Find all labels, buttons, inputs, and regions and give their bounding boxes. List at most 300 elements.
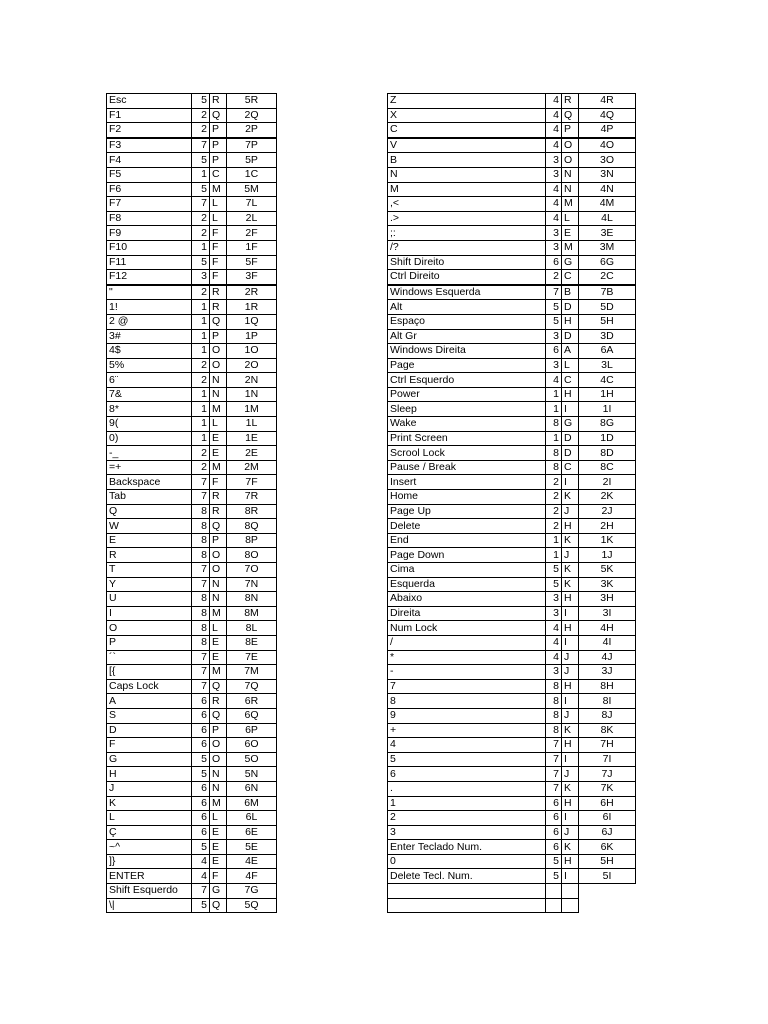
key-name-cell: 7& <box>107 387 192 402</box>
key-name-cell: R <box>107 548 192 563</box>
column-letter-cell: J <box>562 650 579 665</box>
row-number-cell <box>546 898 562 913</box>
key-name-cell: ]} <box>107 854 192 869</box>
code-cell: 2C <box>579 270 636 285</box>
code-cell: 8G <box>579 417 636 432</box>
table-row <box>107 108 277 123</box>
code-cell: 3H <box>579 592 636 607</box>
code-cell: 6O <box>227 738 277 753</box>
row-number-cell: 4 <box>546 123 562 138</box>
row-number-cell: 1 <box>192 314 210 329</box>
column-letter-cell: F <box>210 270 227 285</box>
code-cell: 5H <box>579 314 636 329</box>
code-cell: 2F <box>227 226 277 241</box>
key-name-cell: 0) <box>107 431 192 446</box>
row-number-cell: 2 <box>192 211 210 226</box>
key-name-cell: Page Down <box>388 548 546 563</box>
row-number-cell: 8 <box>546 723 562 738</box>
row-number-cell: 2 <box>546 270 562 285</box>
key-name-cell: ENTER <box>107 869 192 884</box>
table-row <box>107 300 277 315</box>
code-cell: 6R <box>227 694 277 709</box>
code-cell: 8H <box>579 679 636 694</box>
key-name-cell: F4 <box>107 153 192 168</box>
code-cell: 5I <box>579 869 636 884</box>
code-cell: 1I <box>579 402 636 417</box>
row-number-cell: 7 <box>192 475 210 490</box>
column-letter-cell: Q <box>210 314 227 329</box>
table-row <box>107 417 277 432</box>
key-name-cell: -_ <box>107 446 192 461</box>
table-row <box>388 314 636 329</box>
row-number-cell: 1 <box>192 240 210 255</box>
column-letter-cell: K <box>562 723 579 738</box>
code-cell: 1K <box>579 533 636 548</box>
table-row <box>107 577 277 592</box>
code-cell: 1Q <box>227 314 277 329</box>
table-row <box>388 504 636 519</box>
code-cell: 2I <box>579 475 636 490</box>
key-name-cell: V <box>388 138 546 153</box>
key-name-cell: Direita <box>388 606 546 621</box>
row-number-cell: 7 <box>546 738 562 753</box>
column-letter-cell: L <box>210 811 227 826</box>
column-letter-cell: P <box>210 329 227 344</box>
key-name-cell: A <box>107 694 192 709</box>
code-cell: 5F <box>227 255 277 270</box>
row-number-cell: 5 <box>192 767 210 782</box>
code-cell: 2P <box>227 123 277 138</box>
table-row <box>388 270 636 285</box>
code-cell: 7E <box>227 650 277 665</box>
row-number-cell: 2 <box>546 475 562 490</box>
column-letter-cell: P <box>210 723 227 738</box>
key-name-cell: 6 <box>388 767 546 782</box>
key-name-cell: Cima <box>388 563 546 578</box>
row-number-cell: 1 <box>546 387 562 402</box>
row-number-cell: 6 <box>546 811 562 826</box>
column-letter-cell: C <box>562 460 579 475</box>
table-row <box>107 869 277 884</box>
key-name-cell: .> <box>388 211 546 226</box>
code-cell: 2Q <box>227 108 277 123</box>
table-row <box>388 723 636 738</box>
table-row <box>388 621 636 636</box>
column-letter-cell: H <box>562 679 579 694</box>
key-name-cell: Alt <box>388 300 546 315</box>
row-number-cell: 3 <box>546 665 562 680</box>
code-cell: 3O <box>579 153 636 168</box>
column-letter-cell: I <box>562 635 579 650</box>
column-letter-cell <box>562 898 579 913</box>
key-name-cell <box>388 898 546 913</box>
table-row <box>388 738 636 753</box>
key-name-cell: 7 <box>388 679 546 694</box>
column-letter-cell: O <box>562 153 579 168</box>
key-name-cell: T <box>107 563 192 578</box>
row-number-cell: 5 <box>546 300 562 315</box>
code-cell: 5H <box>579 854 636 869</box>
code-cell: 6G <box>579 255 636 270</box>
column-letter-cell: D <box>562 329 579 344</box>
column-letter-cell: O <box>210 752 227 767</box>
row-number-cell: 4 <box>546 108 562 123</box>
key-name-cell: Insert <box>388 475 546 490</box>
row-number-cell: 6 <box>192 825 210 840</box>
code-cell: 1H <box>579 387 636 402</box>
code-cell: 1R <box>227 300 277 315</box>
row-number-cell: 7 <box>192 490 210 505</box>
key-name-cell: Wake <box>388 417 546 432</box>
row-number-cell: 6 <box>546 796 562 811</box>
row-number-cell: 1 <box>546 402 562 417</box>
table-row <box>388 781 636 796</box>
column-letter-cell: E <box>210 431 227 446</box>
table-row <box>388 431 636 446</box>
table-row <box>388 811 636 826</box>
row-number-cell: 7 <box>546 767 562 782</box>
key-name-cell: Ctrl Esquerdo <box>388 373 546 388</box>
row-number-cell: 1 <box>192 344 210 359</box>
code-cell: 6M <box>227 796 277 811</box>
row-number-cell: 7 <box>192 665 210 680</box>
table-row <box>388 854 636 869</box>
table-row <box>388 708 636 723</box>
code-cell: 1J <box>579 548 636 563</box>
code-cell: 6I <box>579 811 636 826</box>
row-number-cell: 2 <box>546 490 562 505</box>
table-row <box>107 211 277 226</box>
table-row <box>107 825 277 840</box>
row-number-cell: 1 <box>192 329 210 344</box>
table-row <box>107 255 277 270</box>
column-letter-cell: F <box>210 240 227 255</box>
column-letter-cell: K <box>562 781 579 796</box>
column-letter-cell: Q <box>210 898 227 913</box>
row-number-cell: 2 <box>546 519 562 534</box>
row-number-cell: 4 <box>192 869 210 884</box>
column-letter-cell: K <box>562 533 579 548</box>
table-row <box>107 431 277 446</box>
row-number-cell: 2 <box>192 460 210 475</box>
code-cell: 8E <box>227 635 277 650</box>
row-number-cell: 2 <box>192 446 210 461</box>
row-number-cell: 7 <box>192 679 210 694</box>
code-cell: 4N <box>579 182 636 197</box>
column-letter-cell: D <box>562 446 579 461</box>
key-name-cell: + <box>388 723 546 738</box>
code-cell: 1P <box>227 329 277 344</box>
column-letter-cell: N <box>210 373 227 388</box>
key-name-cell: Tab <box>107 490 192 505</box>
code-cell: 6L <box>227 811 277 826</box>
row-number-cell: 6 <box>192 694 210 709</box>
column-letter-cell: M <box>562 197 579 212</box>
table-row <box>388 373 636 388</box>
column-letter-cell: D <box>562 300 579 315</box>
table-row <box>107 182 277 197</box>
column-letter-cell: O <box>210 358 227 373</box>
key-name-cell: Abaixo <box>388 592 546 607</box>
code-cell: 5Q <box>227 898 277 913</box>
table-row <box>107 840 277 855</box>
row-number-cell: 6 <box>192 738 210 753</box>
row-number-cell: 2 <box>192 108 210 123</box>
row-number-cell: 7 <box>546 285 562 300</box>
table-row <box>107 563 277 578</box>
code-cell: 7Q <box>227 679 277 694</box>
row-number-cell: 5 <box>546 854 562 869</box>
column-letter-cell: L <box>562 211 579 226</box>
row-number-cell: 8 <box>546 417 562 432</box>
code-cell: 2E <box>227 446 277 461</box>
column-letter-cell: D <box>562 431 579 446</box>
row-number-cell: 8 <box>192 621 210 636</box>
column-letter-cell: E <box>210 854 227 869</box>
code-cell: 4L <box>579 211 636 226</box>
code-cell: 1O <box>227 344 277 359</box>
table-row <box>107 621 277 636</box>
code-cell: 6N <box>227 781 277 796</box>
code-cell: 8C <box>579 460 636 475</box>
column-letter-cell: O <box>210 344 227 359</box>
row-number-cell: 8 <box>546 446 562 461</box>
code-cell: 1F <box>227 240 277 255</box>
row-number-cell: 5 <box>546 577 562 592</box>
code-cell: 1C <box>227 167 277 182</box>
column-letter-cell: M <box>210 182 227 197</box>
key-name-cell: 2 <box>388 811 546 826</box>
table-row <box>388 884 636 899</box>
key-name-cell: F3 <box>107 138 192 153</box>
key-name-cell: 8 <box>388 694 546 709</box>
table-row <box>388 123 636 138</box>
table-row <box>107 285 277 300</box>
key-name-cell: Num Lock <box>388 621 546 636</box>
row-number-cell: 4 <box>546 211 562 226</box>
table-row <box>388 694 636 709</box>
row-number-cell: 3 <box>546 167 562 182</box>
code-cell: 1M <box>227 402 277 417</box>
code-cell: 8I <box>579 694 636 709</box>
table-row <box>107 329 277 344</box>
column-letter-cell: Q <box>210 679 227 694</box>
key-name-cell: G <box>107 752 192 767</box>
table-row <box>107 650 277 665</box>
code-cell: 5D <box>579 300 636 315</box>
row-number-cell: 2 <box>192 285 210 300</box>
table-row <box>107 694 277 709</box>
row-number-cell: 1 <box>546 548 562 563</box>
code-cell: 6P <box>227 723 277 738</box>
row-number-cell: 1 <box>546 431 562 446</box>
column-letter-cell: F <box>210 226 227 241</box>
code-cell: 3N <box>579 167 636 182</box>
column-letter-cell: M <box>210 460 227 475</box>
code-cell: 2R <box>227 285 277 300</box>
row-number-cell: 4 <box>546 635 562 650</box>
key-name-cell: F1 <box>107 108 192 123</box>
row-number-cell: 4 <box>546 621 562 636</box>
key-name-cell: S <box>107 708 192 723</box>
row-number-cell: 5 <box>192 182 210 197</box>
code-cell: 5E <box>227 840 277 855</box>
key-name-cell: ,< <box>388 197 546 212</box>
code-cell: 5M <box>227 182 277 197</box>
row-number-cell: 7 <box>546 781 562 796</box>
code-cell: 5R <box>227 94 277 109</box>
code-cell: 7K <box>579 781 636 796</box>
row-number-cell: 6 <box>192 708 210 723</box>
code-cell: 8M <box>227 606 277 621</box>
key-name-cell: Ctrl Direito <box>388 270 546 285</box>
code-cell: 1N <box>227 387 277 402</box>
table-row <box>388 475 636 490</box>
column-letter-cell: J <box>562 504 579 519</box>
row-number-cell: 7 <box>192 577 210 592</box>
key-name-cell: 1! <box>107 300 192 315</box>
row-number-cell: 6 <box>192 796 210 811</box>
row-number-cell: 6 <box>546 840 562 855</box>
code-cell: 8N <box>227 592 277 607</box>
table-row <box>388 679 636 694</box>
column-letter-cell: O <box>210 563 227 578</box>
column-letter-cell: R <box>210 300 227 315</box>
table-row <box>107 606 277 621</box>
table-row <box>107 767 277 782</box>
column-letter-cell: G <box>562 255 579 270</box>
column-letter-cell: R <box>210 504 227 519</box>
code-cell: 7G <box>227 884 277 899</box>
code-cell: 1D <box>579 431 636 446</box>
code-cell: 7R <box>227 490 277 505</box>
table-row <box>107 898 277 913</box>
key-name-cell: - <box>388 665 546 680</box>
column-letter-cell: N <box>210 577 227 592</box>
column-letter-cell: R <box>210 285 227 300</box>
row-number-cell: 2 <box>192 123 210 138</box>
column-letter-cell: N <box>210 592 227 607</box>
key-name-cell: Q <box>107 504 192 519</box>
code-cell: 7I <box>579 752 636 767</box>
table-row <box>388 446 636 461</box>
column-letter-cell: N <box>210 767 227 782</box>
key-name-cell: 4 <box>388 738 546 753</box>
table-row <box>107 314 277 329</box>
column-letter-cell: H <box>562 519 579 534</box>
table-row <box>388 197 636 212</box>
code-cell: 7B <box>579 285 636 300</box>
table-row <box>388 358 636 373</box>
row-number-cell: 1 <box>192 167 210 182</box>
column-letter-cell: E <box>562 226 579 241</box>
table-row <box>388 153 636 168</box>
row-number-cell: 7 <box>192 884 210 899</box>
code-cell: 3D <box>579 329 636 344</box>
column-letter-cell: J <box>562 665 579 680</box>
row-number-cell: 8 <box>192 548 210 563</box>
table-row <box>388 635 636 650</box>
column-letter-cell: I <box>562 694 579 709</box>
row-number-cell: 8 <box>192 519 210 534</box>
key-name-cell: F6 <box>107 182 192 197</box>
row-number-cell: 6 <box>192 781 210 796</box>
code-cell: 2K <box>579 490 636 505</box>
code-cell: 2N <box>227 373 277 388</box>
key-name-cell: Power <box>388 387 546 402</box>
key-name-cell: 4$ <box>107 344 192 359</box>
column-letter-cell: O <box>210 548 227 563</box>
key-name-cell: Enter Teclado Num. <box>388 840 546 855</box>
table-row <box>107 504 277 519</box>
column-letter-cell: P <box>210 123 227 138</box>
table-row <box>107 344 277 359</box>
column-letter-cell: H <box>562 621 579 636</box>
column-letter-cell: B <box>562 285 579 300</box>
column-letter-cell: I <box>562 402 579 417</box>
row-number-cell: 6 <box>546 255 562 270</box>
key-name-cell: J <box>107 781 192 796</box>
code-cell: 4M <box>579 197 636 212</box>
column-letter-cell: H <box>562 738 579 753</box>
table-row <box>388 577 636 592</box>
table-row <box>388 300 636 315</box>
row-number-cell: 1 <box>546 533 562 548</box>
code-cell: 8L <box>227 621 277 636</box>
table-row <box>107 197 277 212</box>
key-name-cell: Z <box>388 94 546 109</box>
row-number-cell: 8 <box>192 635 210 650</box>
row-number-cell: 7 <box>192 138 210 153</box>
row-number-cell: 3 <box>192 270 210 285</box>
column-letter-cell: H <box>562 387 579 402</box>
table-row <box>107 533 277 548</box>
column-letter-cell: L <box>210 211 227 226</box>
key-name-cell: 5 <box>388 752 546 767</box>
row-number-cell: 5 <box>546 869 562 884</box>
row-number-cell: 6 <box>546 825 562 840</box>
key-name-cell: /? <box>388 240 546 255</box>
row-number-cell: 8 <box>546 460 562 475</box>
column-letter-cell: P <box>210 153 227 168</box>
key-name-cell: " <box>107 285 192 300</box>
key-name-cell: . <box>388 781 546 796</box>
row-number-cell: 7 <box>546 752 562 767</box>
column-letter-cell: K <box>562 840 579 855</box>
key-name-cell: F7 <box>107 197 192 212</box>
table-row <box>388 329 636 344</box>
column-letter-cell: C <box>210 167 227 182</box>
table-row <box>388 240 636 255</box>
code-cell <box>579 898 636 913</box>
row-number-cell: 2 <box>192 373 210 388</box>
column-letter-cell: E <box>210 635 227 650</box>
key-name-cell: W <box>107 519 192 534</box>
key-name-cell: / <box>388 635 546 650</box>
key-name-cell: 5% <box>107 358 192 373</box>
code-cell: 2M <box>227 460 277 475</box>
key-name-cell: 3# <box>107 329 192 344</box>
table-row <box>107 387 277 402</box>
table-row <box>107 94 277 109</box>
table-row <box>388 94 636 109</box>
table-row <box>388 825 636 840</box>
key-name-cell: Home <box>388 490 546 505</box>
code-cell: 2H <box>579 519 636 534</box>
column-letter-cell: N <box>562 167 579 182</box>
column-letter-cell: F <box>210 869 227 884</box>
table-row <box>107 123 277 138</box>
